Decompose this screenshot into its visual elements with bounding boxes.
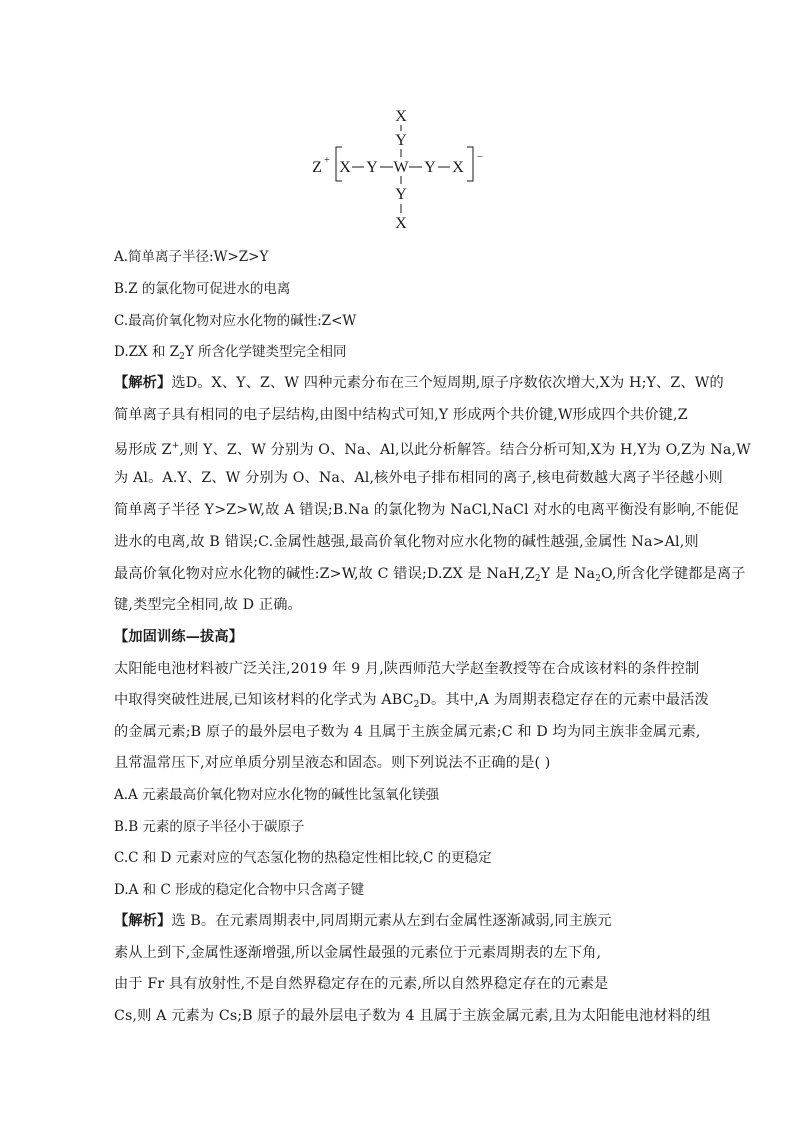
atom-top-outer: X <box>395 108 407 125</box>
q2-stem-line: 的金属元素;B 原子的最外层电子数为 4 且属于主族金属元素;C 和 D 均为同主族非金属元素, <box>114 724 701 740</box>
q1-analysis-line: 键,类型完全相同,故 D 正确。 <box>114 597 302 613</box>
atom-top-inner: Y <box>395 132 407 149</box>
q2-option-d: D.A 和 C 形成的稳定化合物中只含离子键 <box>114 882 365 898</box>
structural-formula-drawing <box>300 100 500 240</box>
structural-formula <box>300 100 500 240</box>
analysis-tag: 【解析】 <box>114 375 172 391</box>
atom-bottom-inner: Y <box>395 186 407 203</box>
right-bracket <box>467 147 473 181</box>
q2-stem-line: 且常温常压下,对应单质分别呈液态和固态。则下列说法不正确的是( ) <box>114 755 551 771</box>
q2-analysis-line: 【解析】选 B。在元素周期表中,同周期元素从左到右金属性逐渐减弱,同主族元 <box>114 913 612 929</box>
q2-analysis-line: Cs,则 A 元素为 Cs;B 原子的最外层电子数为 4 且属于主族金属元素,且为太阳能电池材料的组 <box>114 1008 711 1024</box>
cation-charge: + <box>324 155 330 166</box>
q1-analysis-line: 简单离子半径 Y>Z>W,故 A 错误;B.Na 的氯化物为 NaCl,NaCl 对水的电离平衡没有影响,不能促 <box>114 502 739 518</box>
q2-analysis-line: 素从上到下,金属性逐渐增强,所以金属性最强的元素位于元素周期表的左下角, <box>114 945 602 961</box>
atom-bottom-outer: X <box>395 215 407 232</box>
q1-option-c: C.最高价氧化物对应水化物的碱性:Z<W <box>114 313 357 329</box>
q1-analysis-line: 易形成 Z+,则 Y、Z、W 分别为 O、Na、Al,以此分析解答。结合分析可知,X为 H,Y为 O,Z为 Na,W <box>114 441 751 458</box>
q1-option-a: A.简单离子半径:W>Z>Y <box>114 249 269 265</box>
q2-stem-line: 太阳能电池材料被广泛关注,2019 年 9 月,陕西师范大学赵奎教授等在合成该材料的条件控制 <box>114 661 700 677</box>
q2-option-a: A.A 元素最高价氧化物对应水化物的碱性比氢氧化镁强 <box>114 787 440 803</box>
q1-option-d: D.ZX 和 $Z_2Y$ 所含化学键类型完全相同 <box>114 344 347 362</box>
atom-left-inner: Y <box>366 159 378 176</box>
atom-center: W <box>393 159 409 176</box>
q1-analysis-line: 简单离子具有相同的电子层结构,由图中结构式可知,Y 形成两个共价键,W形成四个共价键,Z <box>114 407 688 423</box>
atom-right-outer: X <box>452 159 464 176</box>
q2-analysis-line: 由于 Fr 具有放射性,不是自然界稳定存在的元素,所以自然界稳定存在的元素是 <box>114 976 609 992</box>
anion-charge: − <box>476 151 484 163</box>
q1-analysis-line: 进水的电离,故 B 错误;C.金属性越强,最高价氧化物对应水化物的碱性越强,金属性 Na>Al,则 <box>114 534 699 550</box>
cation-symbol: Z <box>312 159 322 176</box>
q1-analysis-line: 【解析】选D。X、Y、Z、W 四种元素分布在三个短周期,原子序数依次增大,X为 H;Y、Z、W的 <box>114 375 724 391</box>
q2-stem-line: 中取得突破性进展,已知该材料的化学式为 $ABC_2D$。其中,A 为周期表稳定存在的元素中最活泼 <box>114 692 709 710</box>
analysis-tag: 【解析】 <box>114 913 172 929</box>
q1-analysis-line: 最高价氧化物对应水化物的碱性:Z>W,故 C 错误;D.ZX 是 $NaH,Z_2Y$ 是 $Na_2O$,所含化学键都是离子 <box>114 566 746 584</box>
q1-analysis-line: 为 Al。A.Y、Z、W 分别为 O、Na、Al,核外电子排布相同的离子,核电荷数越大离子半径越小则 <box>114 470 723 486</box>
atom-left-outer: X <box>339 159 351 176</box>
section-header: 【加固训练—拔高】 <box>114 629 244 645</box>
q2-option-c: C.C 和 D 元素对应的气态氢化物的热稳定性相比较,C 的更稳定 <box>114 850 492 866</box>
q1-option-b: B.Z 的氯化物可促进水的电离 <box>114 281 291 297</box>
q2-option-b: B.B 元素的原子半径小于碳原子 <box>114 819 305 835</box>
atom-right-inner: Y <box>424 159 436 176</box>
